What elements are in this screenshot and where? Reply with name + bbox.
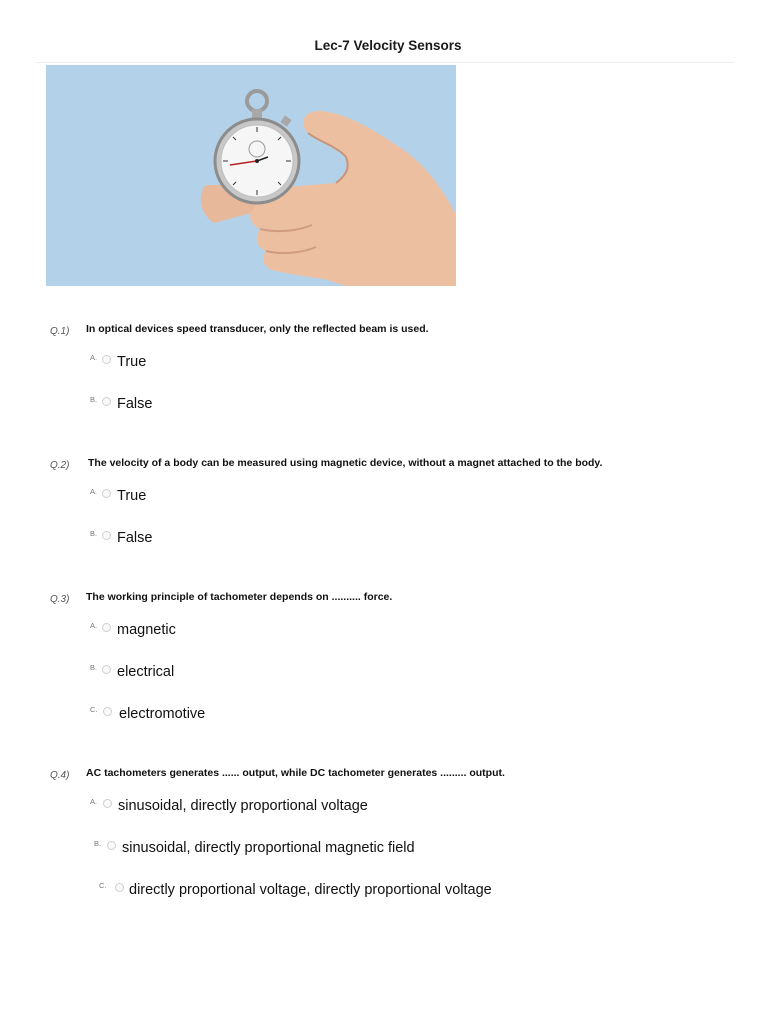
option-label: sinusoidal, directly proportional voltage bbox=[118, 798, 368, 814]
option-label: electrical bbox=[117, 664, 175, 680]
radio-button[interactable] bbox=[107, 841, 116, 850]
option-letter: B. bbox=[90, 663, 98, 672]
option-label: electromotive bbox=[119, 706, 206, 722]
stopwatch-photo bbox=[46, 65, 456, 286]
option-letter: B. bbox=[94, 839, 102, 848]
option-label: True bbox=[117, 354, 147, 370]
option-letter: A. bbox=[90, 797, 98, 806]
option-label: False bbox=[117, 530, 153, 546]
radio-button[interactable] bbox=[102, 531, 111, 540]
option-label: sinusoidal, directly proportional magnetic field bbox=[122, 840, 415, 856]
radio-button[interactable] bbox=[102, 397, 111, 406]
question-number: Q.3) bbox=[50, 594, 70, 605]
radio-button[interactable] bbox=[115, 883, 124, 892]
question-text: The working principle of tachometer depends on .......... force. bbox=[86, 591, 393, 603]
option-letter: B. bbox=[90, 395, 98, 404]
option-letter: C. bbox=[99, 881, 107, 890]
option-label: directly proportional voltage, directly proportional voltage bbox=[129, 882, 492, 898]
question-text: The velocity of a body can be measured using magnetic device, without a magnet attached to the body. bbox=[88, 457, 603, 469]
title-divider bbox=[36, 62, 734, 63]
question-text: AC tachometers generates ...... output, while DC tachometer generates ......... output. bbox=[86, 767, 505, 779]
option-letter: A. bbox=[90, 621, 98, 630]
question-text: In optical devices speed transducer, only the reflected beam is used. bbox=[86, 323, 429, 335]
page-title: Lec-7 Velocity Sensors bbox=[314, 38, 462, 53]
option-label: True bbox=[117, 488, 147, 504]
radio-button[interactable] bbox=[103, 799, 112, 808]
option-label: magnetic bbox=[117, 622, 176, 638]
question-number: Q.2) bbox=[50, 460, 70, 471]
option-letter: B. bbox=[90, 529, 98, 538]
radio-button[interactable] bbox=[103, 707, 112, 716]
radio-button[interactable] bbox=[102, 665, 111, 674]
radio-button[interactable] bbox=[102, 623, 111, 632]
option-letter: C. bbox=[90, 705, 98, 714]
option-letter: A. bbox=[90, 487, 98, 496]
option-label: False bbox=[117, 396, 153, 412]
option-letter: A. bbox=[90, 353, 98, 362]
radio-button[interactable] bbox=[102, 489, 111, 498]
radio-button[interactable] bbox=[102, 355, 111, 364]
question-number: Q.1) bbox=[50, 326, 70, 337]
question-number: Q.4) bbox=[50, 770, 70, 781]
